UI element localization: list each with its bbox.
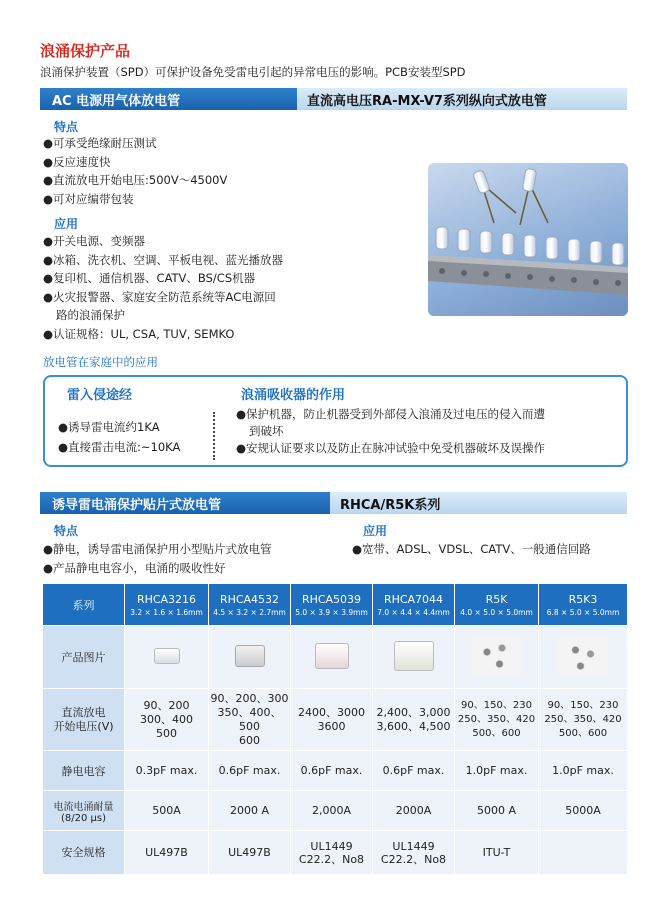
intro-text: 浪涌保护装置（SPD）可保护设备免受雷电引起的异常电压的影响。PCB安装型SPD <box>40 65 466 79</box>
cell-line: UL497B <box>228 846 271 859</box>
row-label: 静电电容 <box>43 751 125 791</box>
smd-feature-item: ●静电，诱导雷电涌保护用小型贴片式放电管 <box>43 542 272 556</box>
row-label: 产品图片 <box>43 626 125 689</box>
feature-item: ●可对应编带包装 <box>43 191 134 206</box>
chip-image <box>394 641 434 671</box>
header-column <box>291 584 373 626</box>
row-label <box>43 791 125 831</box>
row-label-line: 电流电涌耐量 <box>53 801 114 813</box>
product-image <box>455 626 539 689</box>
section2-band-left-label: 诱导雷电涌保护贴片式放电管 <box>52 497 222 513</box>
cell-line: C22.2、No8 <box>380 852 447 866</box>
section1-band-right-label: 直流高电压RA-MX-V7系列纵向式放电管 <box>307 93 547 109</box>
cell-line: 3,600、4,500 <box>376 719 451 733</box>
capacitance-cell: 0.6pF max. <box>209 751 291 791</box>
cell-line: 300、400 <box>140 712 193 726</box>
cell-line: UL1449 <box>392 839 435 853</box>
surge-cell: 500A <box>125 791 209 831</box>
surge-cell: 2000 A <box>209 791 291 831</box>
surge-cell: 2,000A <box>291 791 373 831</box>
surge-absorber-item: ●安规认证要求以及防止在脉冲试验中免受机器破坏及误操作 <box>236 441 546 455</box>
cell-line: 350、400、500 <box>217 705 282 733</box>
capacitance-cell: 0.6pF max. <box>373 751 455 791</box>
chip-image <box>315 643 349 669</box>
safety-cell <box>455 831 539 875</box>
voltage-cell <box>291 689 373 751</box>
cell-line: ITU-T <box>482 846 511 859</box>
product-image <box>373 626 455 689</box>
surge-cell: 5000 A <box>455 791 539 831</box>
header-column <box>209 584 291 626</box>
cell-line: 250、350、420 <box>544 713 622 725</box>
safety-cell <box>209 831 291 875</box>
application-item-continued: 路的浪涌保护 <box>56 308 125 322</box>
feature-item: ●可承受绝缘耐压测试 <box>43 136 157 150</box>
smd-feature-item: ●产品静电电容小，电涌的吸收性好 <box>43 560 226 575</box>
header-column <box>125 584 209 626</box>
lightning-path-list <box>58 417 180 457</box>
divider-dotted <box>213 412 215 460</box>
smd-applications-heading: 应用 <box>363 524 388 538</box>
cell-line: UL497B <box>145 846 188 859</box>
cell-line: 2,400、3,000 <box>376 705 451 719</box>
cell-line: 600 <box>239 733 260 747</box>
safety-cell <box>125 831 209 875</box>
table-row-voltage <box>43 689 628 751</box>
chip-image <box>154 648 180 664</box>
smd-applications-list <box>352 540 591 559</box>
surge-absorber-list <box>236 406 545 457</box>
section1-band-left <box>40 88 297 110</box>
lightning-path-item: ●直接雷击电流:~10KA <box>58 440 181 454</box>
chip-image <box>472 636 522 676</box>
safety-cell <box>539 831 628 875</box>
page-title: 浪涌保护产品 <box>40 42 131 60</box>
chip-image <box>235 645 265 667</box>
part-number: RHCA4532 <box>219 592 280 606</box>
voltage-cell <box>539 689 628 751</box>
header-series-label: 系列 <box>43 584 125 626</box>
part-number: RHCA5039 <box>301 592 362 606</box>
cell-line: 90、200 <box>143 698 190 712</box>
cell-line: 90、150、230 <box>547 699 619 711</box>
part-dimensions: 4.5 × 3.2 × 2.7mm <box>213 607 286 617</box>
header-column <box>539 584 628 626</box>
home-application-caption: 放电管在家庭中的应用 <box>43 355 158 369</box>
voltage-cell <box>455 689 539 751</box>
application-item: ●冰箱、洗衣机、空调、平板电视、蓝光播放器 <box>43 252 284 267</box>
cell-line: 250、350、420 <box>457 713 536 725</box>
surge-cell: 5000A <box>539 791 628 831</box>
application-item: ●认证规格：UL, CSA, TUV, SEMKO <box>43 326 235 341</box>
lightning-path-heading: 雷入侵途经 <box>67 388 133 403</box>
features-heading: 特点 <box>54 120 79 134</box>
features-list <box>43 134 227 208</box>
applications-heading: 应用 <box>54 217 79 231</box>
section2-band-right-label: RHCA/R5K系列 <box>340 497 441 513</box>
cell-line: 90、200、300 <box>210 691 289 705</box>
header-column <box>373 584 455 626</box>
cell-line: C22.2、No8 <box>298 852 365 866</box>
page-edge <box>641 0 659 900</box>
part-dimensions: 5.0 × 3.9 × 3.9mm <box>295 607 368 617</box>
part-number: R5K <box>485 592 508 606</box>
surge-absorber-item-continued: 到破坏 <box>249 424 284 438</box>
voltage-cell <box>209 689 291 751</box>
capacitance-cell: 1.0pF max. <box>455 751 539 791</box>
row-label-line: 直流放电 <box>61 705 106 719</box>
product-image <box>125 626 209 689</box>
part-dimensions: 3.2 × 1.6 × 1.6mm <box>130 607 203 617</box>
surge-absorber-heading: 浪涌吸收器的作用 <box>241 388 346 403</box>
table-row-images <box>43 626 628 689</box>
row-label-line: 开始电压(V) <box>53 719 114 733</box>
surge-cell: 2000A <box>373 791 455 831</box>
part-number: RHCA7044 <box>383 592 444 606</box>
capacitance-cell: 1.0pF max. <box>539 751 628 791</box>
voltage-cell <box>125 689 209 751</box>
safety-cell <box>373 831 455 875</box>
product-image <box>209 626 291 689</box>
table-header-row <box>43 584 628 626</box>
smd-features-heading: 特点 <box>54 524 79 538</box>
cell-line: 500、600 <box>558 727 608 739</box>
application-item: ●开关电源、变频器 <box>43 234 146 248</box>
row-label: 安全规格 <box>43 831 125 875</box>
part-dimensions: 7.0 × 4.4 × 4.4mm <box>377 607 450 617</box>
capacitance-cell: 0.3pF max. <box>125 751 209 791</box>
product-image <box>291 626 373 689</box>
part-number: R5K3 <box>568 592 598 606</box>
cell-line: 90、150、230 <box>461 699 532 711</box>
row-label-line: (8/20 μs) <box>60 812 106 824</box>
surge-absorber-item: ●保护机器，防止机器受到外部侵入浪涌及过电压的侵入而遭 <box>236 407 546 421</box>
part-number: RHCA3216 <box>136 592 197 606</box>
chip-image <box>558 636 608 676</box>
applications-list <box>43 232 283 343</box>
voltage-cell <box>373 689 455 751</box>
cell-line: UL1449 <box>310 839 353 853</box>
application-item: ●复印机、通信机器、CATV、BS/CS机器 <box>43 271 256 285</box>
cell-line: 3600 <box>317 719 346 733</box>
part-dimensions: 4.0 × 5.0 × 5.0mm <box>460 607 533 617</box>
smd-application-item: ●宽带、ADSL、VDSL、CATV、一般通信回路 <box>352 542 591 556</box>
row-label <box>43 689 125 751</box>
table-row-safety <box>43 831 628 875</box>
header-column <box>455 584 539 626</box>
capacitance-cell: 0.6pF max. <box>291 751 373 791</box>
product-image <box>539 626 628 689</box>
table-row-surge <box>43 791 628 831</box>
feature-item: ●直流放电开始电压:500V～4500V <box>43 173 228 187</box>
section1-band-right <box>297 88 627 110</box>
cell-line: 2400、3000 <box>298 705 365 719</box>
cell-line: 500 <box>156 726 177 740</box>
safety-cell <box>291 831 373 875</box>
cell-line: 500、600 <box>472 727 521 739</box>
application-item: ●火灾报警器、家庭安全防范系统等AC电源回 <box>43 289 276 304</box>
smd-features-list <box>43 540 272 577</box>
discharge-tube-photo <box>428 163 628 316</box>
section2-band-right <box>330 492 627 514</box>
part-dimensions: 6.8 × 5.0 × 5.0mm <box>546 607 620 617</box>
section2-band-left <box>40 492 330 514</box>
table-row-capacitance <box>43 751 628 791</box>
lightning-path-item: ●诱导雷电流约1KA <box>58 420 160 434</box>
section1-band-left-label: AC 电源用气体放电管 <box>52 93 181 109</box>
spec-table <box>42 583 628 875</box>
feature-item: ●反应速度快 <box>43 154 111 169</box>
